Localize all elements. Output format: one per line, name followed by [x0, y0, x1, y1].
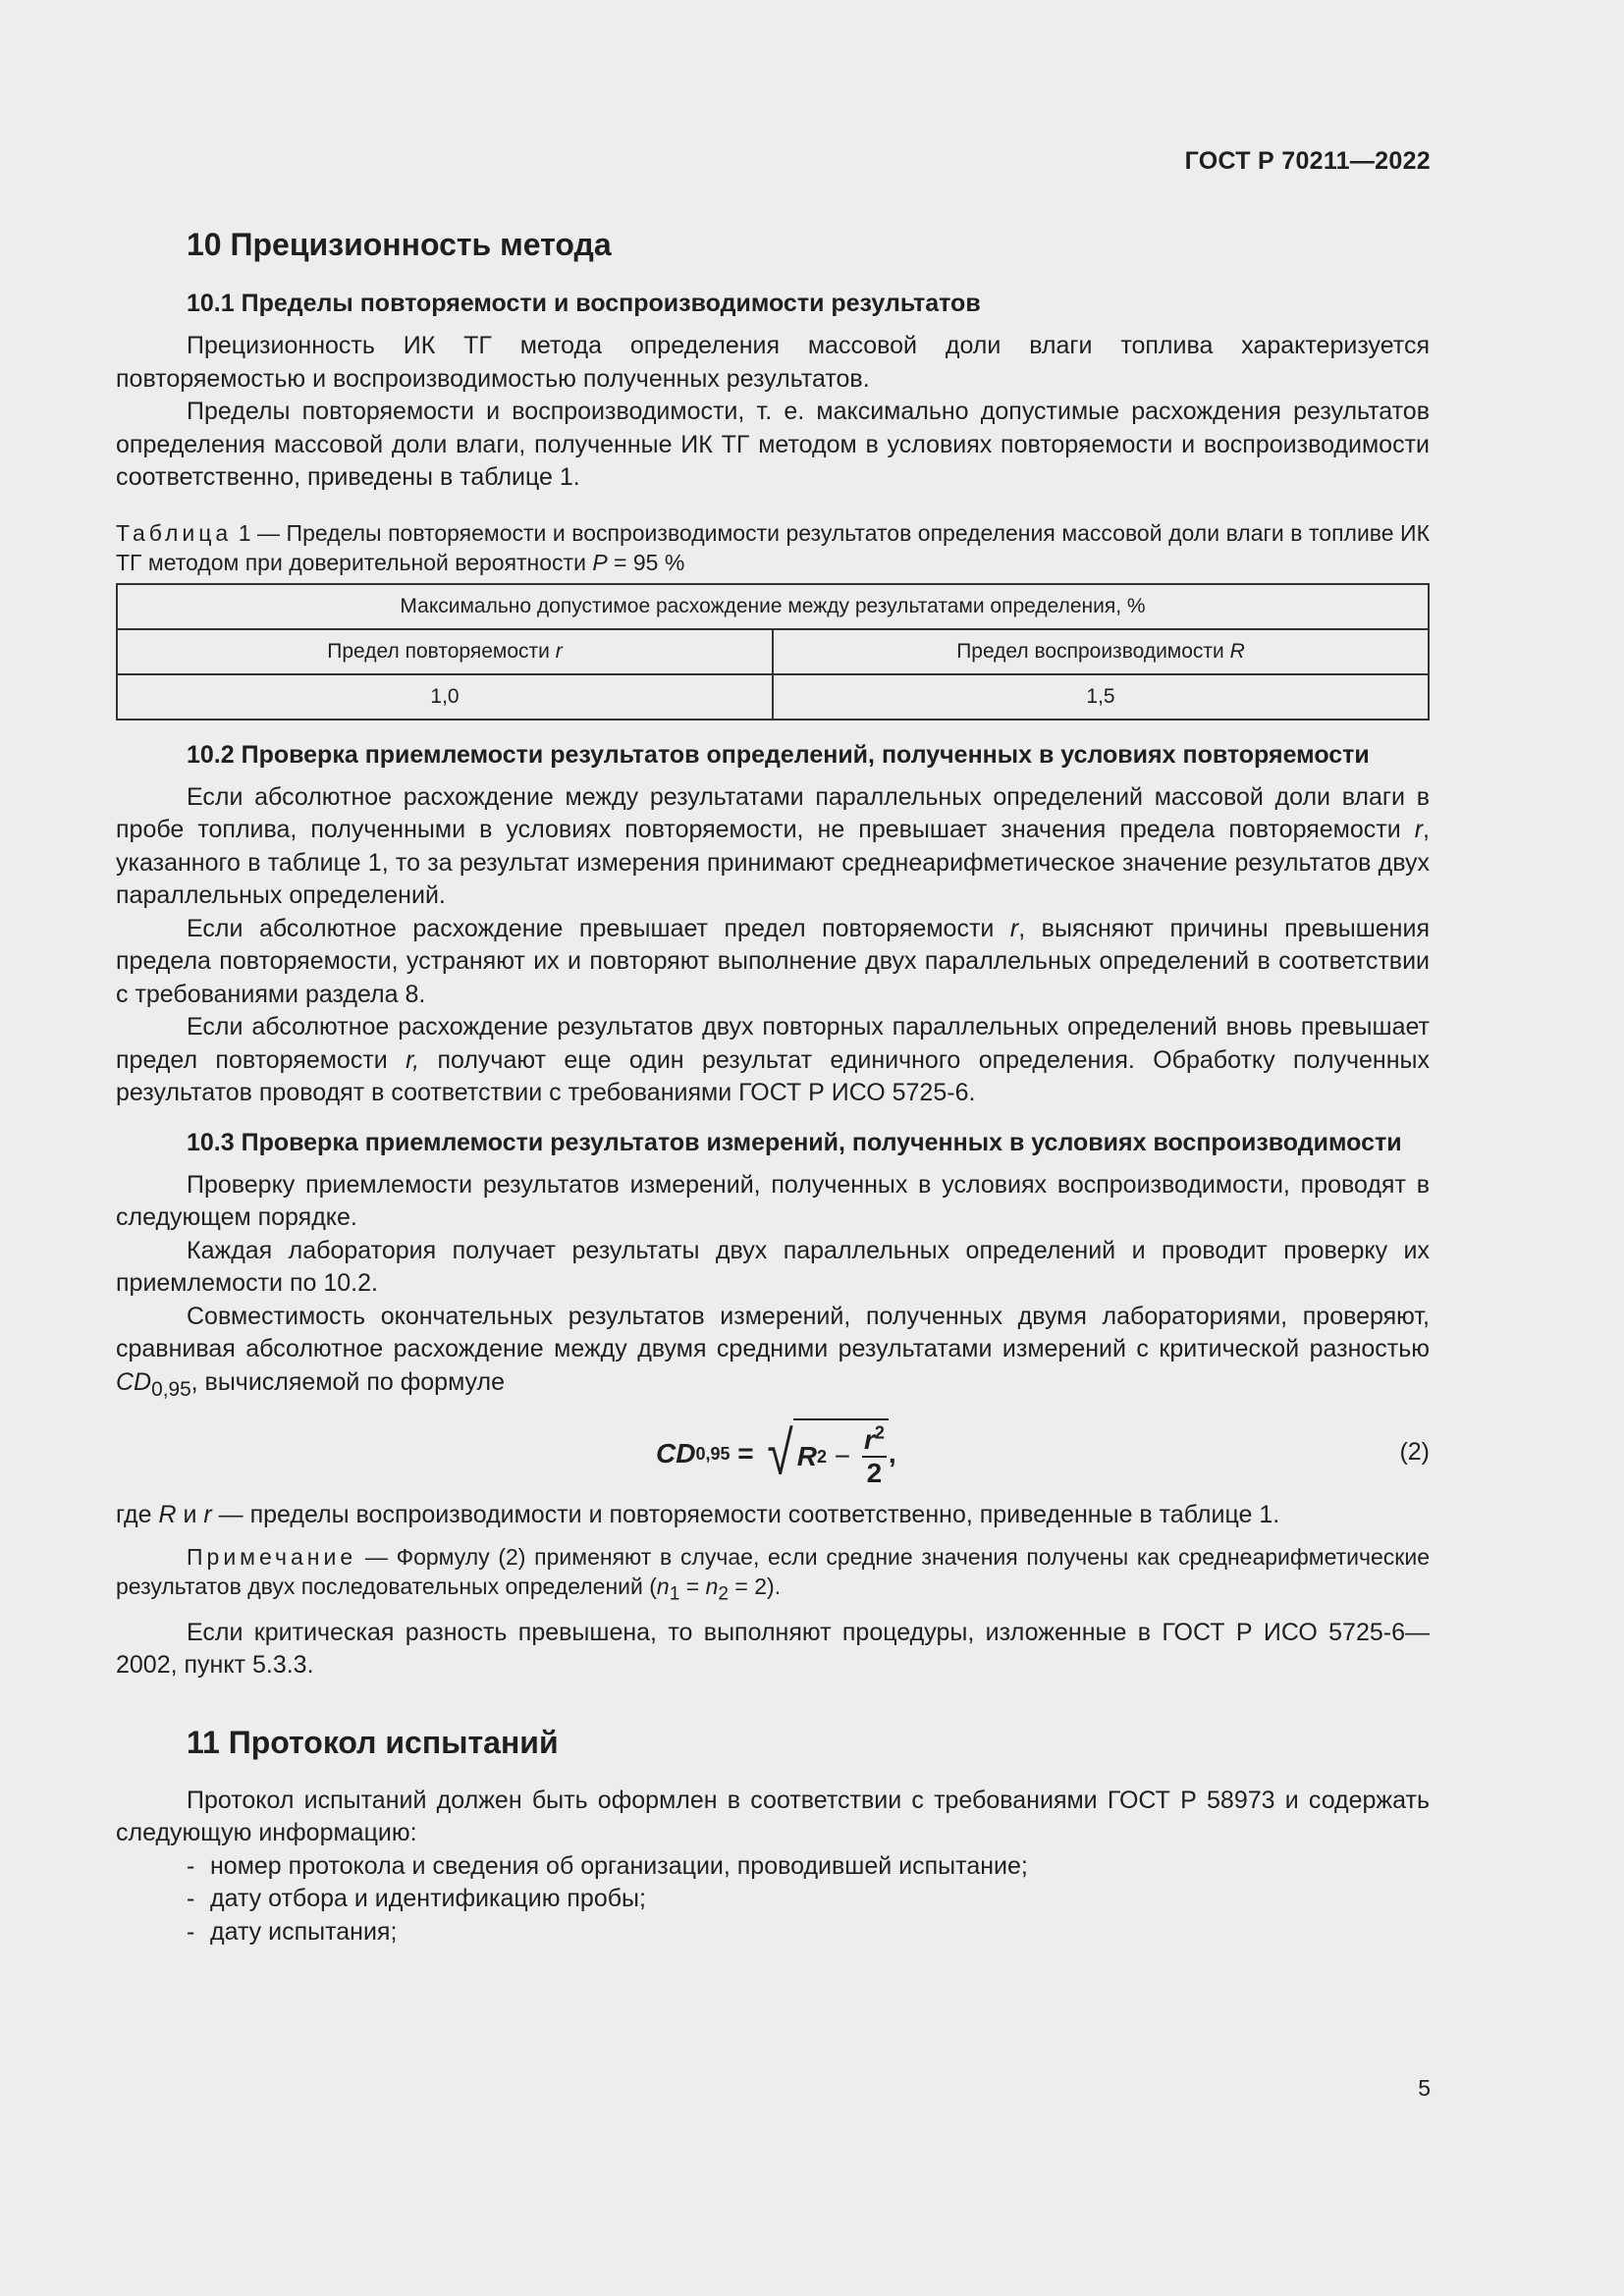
- list-item: - дату испытания;: [187, 1916, 1430, 1949]
- table-cell-repeatability: 1,0: [117, 674, 773, 720]
- paragraph: Каждая лаборатория получает результаты двух параллельных определений и проводит проверку их приемлемости по 10.2.: [116, 1236, 1430, 1297]
- table-caption-text: 1 — Пределы повторяемости и воспроизводимости результатов определения массовой доли влаги в топливе ИК ТГ методом при доверительной вероятности: [116, 519, 1430, 575]
- table-1: [116, 583, 1430, 721]
- table-header-col2: Предел воспроизводимости R: [773, 629, 1429, 674]
- paragraph: Пределы повторяемости и воспроизводимости, т. е. максимально допустимые расхождения результатов определения массовой доли влаги, полученные ИК ТГ методом в условиях повторяемости и воспроизводимости соответственно, приведены в таблице 1.: [116, 398, 1430, 491]
- section-11-title: 11 Протокол испытаний: [187, 1724, 559, 1760]
- formula-number: (2): [1399, 1438, 1430, 1466]
- table-caption: [116, 518, 1430, 577]
- table-caption-tail: = 95 %: [607, 549, 685, 575]
- page-number: 5: [1418, 2075, 1431, 2101]
- paragraph: Проверку приемлемости результатов измерений, полученных в условиях воспроизводимости, проводят в следующем порядке.: [116, 1170, 1430, 1231]
- paragraph: Протокол испытаний должен быть оформлен в соответствии с требованиями ГОСТ Р 58973 и содержать следующую информацию:: [116, 1786, 1430, 1846]
- table-header-main: Максимально допустимое расхождение между результатами определения, %: [117, 584, 1429, 629]
- document-body: [116, 220, 1430, 1949]
- formula-expression: CD 0,95 = √ R 2 − $\frac{r^2}{2}$ ,: [656, 1419, 896, 1488]
- note: Примечание — Формулу (2) применяют в случае, если средние значения получены как среднеарифметические результатов двух последовательных определений $(n_1 = n_2 = 2)$.: [116, 1543, 1430, 1605]
- section-10-title: 10 Прецизионность метода: [187, 227, 612, 262]
- info-list: [116, 1850, 1430, 1949]
- document-header: ГОСТ Р 70211—2022: [1184, 147, 1431, 175]
- table-caption-p: P: [592, 549, 608, 575]
- formula-2: [116, 1409, 1430, 1499]
- paragraph: Прецизионность ИК ТГ метода определения массовой доли влаги топлива характеризуется повторяемостью и воспроизводимостью полученных результатов.: [116, 332, 1430, 393]
- subsection-10-3-title: 10.3 Проверка приемлемости результатов измерений, полученных в условиях воспроизводимости: [187, 1128, 1402, 1156]
- paragraph: Если абсолютное расхождение превышает предел повторяемости r, выясняют причины превышения предела повторяемости, устраняют их и повторяют выполнение двух параллельных определений в соответствии с требованиями раздела 8.: [116, 914, 1430, 1008]
- subsection-10-2-title: 10.2 Проверка приемлемости результатов определений, полученных в условиях повторяемости: [187, 740, 1370, 769]
- fraction: $\frac{r^2}{2}$: [863, 1422, 885, 1488]
- sqrt-symbol: √ R 2 − $\frac{r^2}{2}$: [767, 1418, 888, 1489]
- subsection-10-1-title: 10.1 Пределы повторяемости и воспроизводимости результатов: [187, 290, 981, 317]
- paragraph: Если абсолютное расхождение между результатами параллельных определений массовой доли влаги в пробе топлива, полученными в условиях повторяемости, не превышает значения предела повторяемости r, указанного в таблице 1, то за результат измерения принимают среднеарифметическое значение результатов двух параллельных определений.: [116, 782, 1430, 909]
- paragraph: Если критическая разность превышена, то выполняют процедуры, изложенные в ГОСТ Р ИСО 5725-6—2002, пункт 5.3.3.: [116, 1618, 1430, 1679]
- paragraph: где R и r — пределы воспроизводимости и повторяемости соответственно, приведенные в таблице 1.: [116, 1501, 1280, 1528]
- paragraph: Совместимость окончательных результатов измерений, полученных двумя лабораториями, проверяют, сравнивая абсолютное расхождение между двумя средними результатами измерений с критической разностью $CD_{0,95}$, вычисляемой по формуле: [116, 1302, 1430, 1401]
- table-header-col1: Предел повторяемости r: [117, 629, 773, 674]
- table-cell-reproducibility: 1,5: [773, 674, 1429, 720]
- table-caption-label: Таблица: [116, 519, 233, 546]
- list-item: - номер протокола и сведения об организации, проводившей испытание;: [187, 1850, 1430, 1884]
- list-item: - дату отбора и идентификацию пробы;: [187, 1883, 1430, 1916]
- paragraph: Если абсолютное расхождение результатов двух повторных параллельных определений вновь превышает предел повторяемости r, получают еще один результат единичного определения. Обработку полученных результатов проводят в соответствии с требованиями ГОСТ Р ИСО 5725-6.: [116, 1013, 1430, 1106]
